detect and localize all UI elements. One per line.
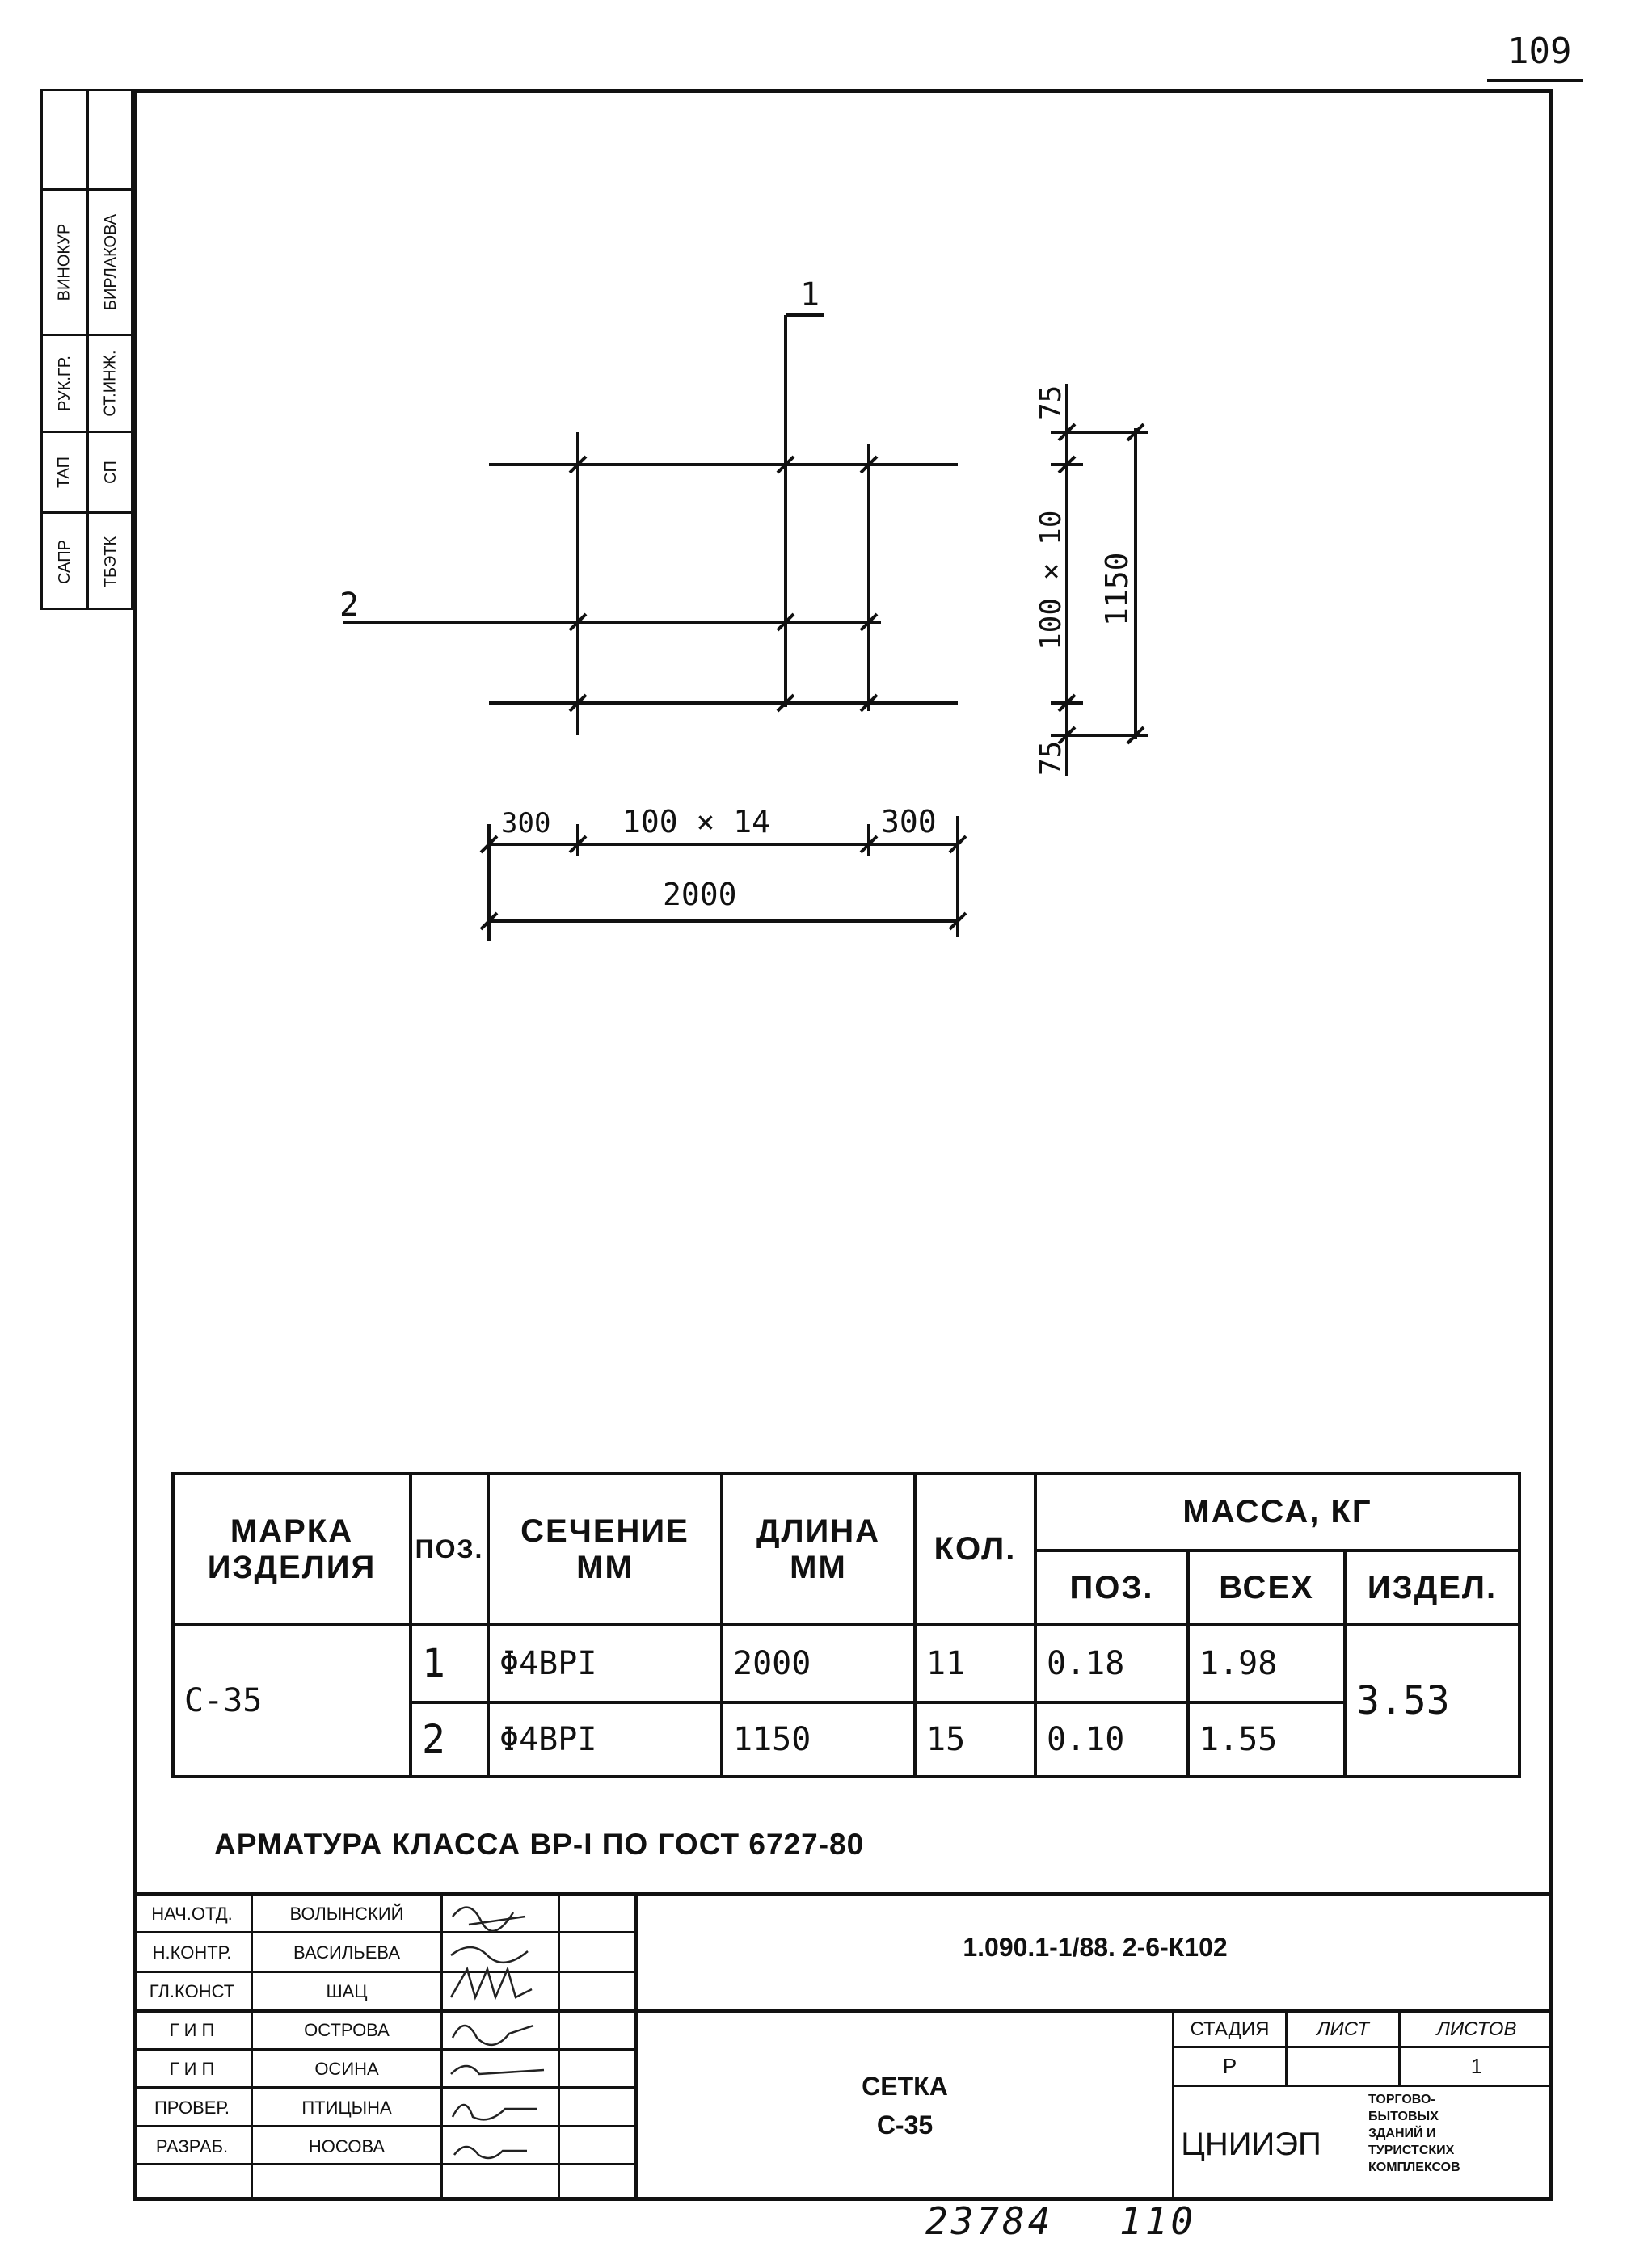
header-mark: МАРКА ИЗДЕЛИЯ xyxy=(173,1474,411,1625)
title-block xyxy=(133,1892,1553,2201)
header-mass-pos: ПОЗ. xyxy=(1035,1551,1188,1625)
header-section: СЕЧЕНИЕ ММ xyxy=(488,1474,722,1625)
name-2: ВАСИЛЬЕВА xyxy=(293,1942,400,1963)
org-description: ТОРГОВО- БЫТОВЫХ ЗДАНИЙ И ТУРИСТСКИХ КОМПЛЕКСОВ xyxy=(1368,2093,1460,2174)
callout-1: 1 xyxy=(800,276,820,313)
cell-pos: 1 xyxy=(411,1625,488,1702)
sidebar-role-2: СТ.ИНЖ. xyxy=(102,350,120,417)
dim-vertical-spacing: 100 × 10 xyxy=(1035,510,1068,650)
cell-mass-pos: 0.18 xyxy=(1035,1625,1188,1702)
cell-mass-all: 1.55 xyxy=(1188,1702,1345,1777)
archive-number: 23784 xyxy=(925,2199,1054,2243)
sidebar-dept-1: ТАП xyxy=(55,456,74,489)
dim-total-width: 2000 xyxy=(663,877,737,912)
page-number-bottom: 110 xyxy=(1119,2199,1197,2243)
cell-mass-pos: 0.10 xyxy=(1035,1702,1188,1777)
name-1: ВОЛЫНСКИЙ xyxy=(289,1904,404,1924)
header-mass: МАССА, КГ xyxy=(1035,1474,1519,1551)
mesh-drawing xyxy=(0,0,1631,1050)
sheets-value: 1 xyxy=(1470,2054,1483,2078)
header-qty: КОЛ. xyxy=(915,1474,1035,1625)
org-name: ЦНИИЭП xyxy=(1181,2127,1321,2162)
table-row xyxy=(173,1625,1519,1702)
role-2: Н.КОНТР. xyxy=(152,1942,232,1963)
sheet-label: ЛИСТ xyxy=(1317,2018,1369,2040)
header-length: ДЛИНА ММ xyxy=(722,1474,915,1625)
cell-section: Φ4ВРI xyxy=(488,1702,722,1777)
sidebar-sapr-1: САПР xyxy=(55,540,74,584)
dim-total-height: 1150 xyxy=(1099,552,1135,626)
dim-right: 300 xyxy=(881,804,937,839)
doc-code: 1.090.1-1/88. 2-6-К102 xyxy=(963,1933,1228,1962)
sidebar-dept-2: СП xyxy=(101,461,120,484)
title-line-2: С-35 xyxy=(876,2110,934,2140)
cell-qty: 11 xyxy=(915,1625,1035,1702)
stage-value: Р xyxy=(1222,2054,1237,2078)
cell-mark: С-35 xyxy=(173,1625,411,1777)
cell-length: 2000 xyxy=(722,1625,915,1702)
dim-middle: 100 × 14 xyxy=(622,804,771,839)
sheet-number: 109 xyxy=(1507,31,1572,72)
spec-table xyxy=(171,1472,1521,1778)
reinforcement-note: АРМАТУРА КЛАССА ВР-I ПО ГОСТ 6727-80 xyxy=(214,1828,865,1861)
dim-top-offset: 75 xyxy=(1035,385,1068,420)
name-3: ШАЦ xyxy=(326,1981,368,2001)
cell-qty: 15 xyxy=(915,1702,1035,1777)
stage-label: СТАДИЯ xyxy=(1190,2018,1270,2040)
header-mass-all: ВСЕХ xyxy=(1188,1551,1345,1625)
dim-bottom-offset: 75 xyxy=(1035,740,1068,776)
sidebar-role-1: РУК.ГР. xyxy=(55,356,74,411)
header-pos: ПОЗ. xyxy=(411,1474,488,1625)
role-1: НАЧ.ОТД. xyxy=(151,1904,233,1924)
role-5: Г И П xyxy=(169,2059,215,2079)
cell-item-mass: 3.53 xyxy=(1345,1625,1519,1777)
sidebar-sapr-2: ТБЭТК xyxy=(102,536,120,588)
name-7: НОСОВА xyxy=(308,2136,386,2156)
header-mass-item: ИЗДЕЛ. xyxy=(1345,1551,1519,1625)
callout-2: 2 xyxy=(339,587,360,624)
title-line-1: СЕТКА xyxy=(862,2072,948,2101)
name-5: ОСИНА xyxy=(314,2059,379,2079)
dim-left: 300 xyxy=(501,807,551,839)
sheets-label: ЛИСТОВ xyxy=(1436,2018,1517,2040)
role-3: ГЛ.КОНСТ xyxy=(149,1981,235,2001)
signature-marks xyxy=(445,1892,558,2201)
cell-pos: 2 xyxy=(411,1702,488,1777)
name-4: ОСТРОВА xyxy=(304,2020,390,2040)
cell-section: Φ4ВРI xyxy=(488,1625,722,1702)
role-7: РАЗРАБ. xyxy=(155,2136,229,2156)
role-6: ПРОВЕР. xyxy=(154,2098,230,2118)
name-6: ПТИЦЫНА xyxy=(301,2098,392,2118)
cell-length: 1150 xyxy=(722,1702,915,1777)
cell-mass-all: 1.98 xyxy=(1188,1625,1345,1702)
sidebar-name-1: ВИНОКУР xyxy=(55,223,74,301)
sidebar-name-2: БИРЛАКОВА xyxy=(102,213,120,311)
role-4: Г И П xyxy=(169,2020,215,2040)
